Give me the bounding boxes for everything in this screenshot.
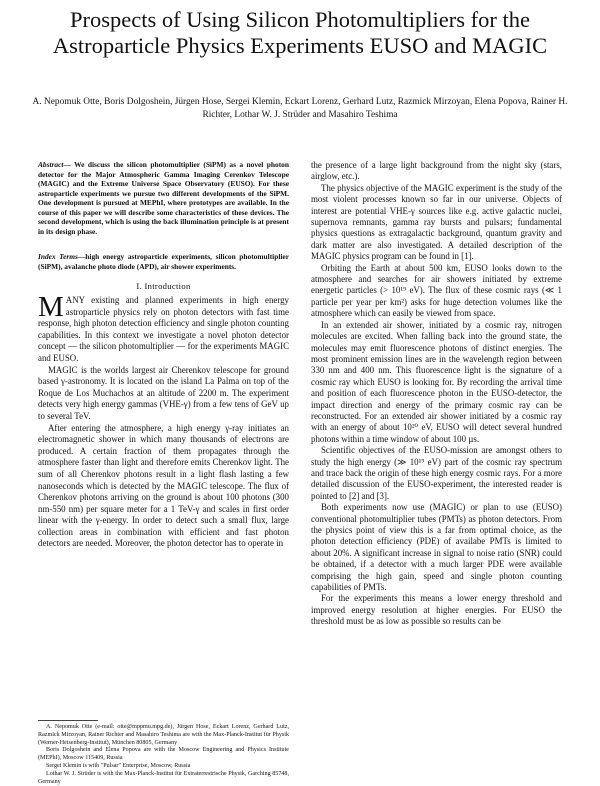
author-list: A. Nepomuk Otte, Boris Dolgoshein, Jürgen Hose, Sergei Klemin, Eckart Lorenz, Gerhard Lutz, Razmick Mirzoyan, Elena Popova, Rainer H. Richter, Lothar W. J. Strüder and Masahiro Teshima xyxy=(32,97,568,120)
paragraph: Both experiments now use (MAGIC) or plan to use (EUSO) conventional photomultiplier tubes (PMTs) as photon detectors. From the physics point of view this is a far from optimal choice, as the photon detection efficiency (PDE) of availabe PMTs is limited to about 20%. A significant increase in signal to noise ratio (SNR) could be obtained, if a detector with a much larger PDE were available comprising the high gain, speed and single photon counting capabilities of PMTs. xyxy=(311,502,562,593)
footnote: Lothar W. J. Strüder is with the Max-Planck-Institut für Extraterrestrische Physik, Garching 85748, Germany xyxy=(38,770,289,785)
paragraph: MAGIC is the worlds largest air Cherenkov telescope for ground based γ-astronomy. It is located on the island La Palma on top of the Roque de Los Muchachos at an altitude of 2200 m. The experiment detects very high energy gammas (VHE-γ) from a few tens of GeV up to several TeV. xyxy=(38,364,289,421)
paragraph: the presence of a large light background from the night sky (stars, airglow, etc.). xyxy=(311,160,562,182)
abstract xyxy=(38,160,289,236)
paragraph: For the experiments this means a lower energy threshold and improved energy resolution at higher energies. For EUSO the threshold must be as low as possible so results can be xyxy=(311,593,562,627)
index-terms-text: —high energy astroparticle experiments, silicon photomultiplier (SiPM), avalanche photo diode (APD), air shower experiments. xyxy=(38,252,289,271)
footnote-rule xyxy=(38,720,98,721)
abstract-text: — We discuss the silicon photomultiplier (SiPM) as a novel photon detector for the Major Atmospheric Gamma Imaging Cerenkov Telescope (MAGIC) and the Extreme Universe Space Observatory (EUSO). For these astroparticle experiments we pursue two different developments of the SiPM. One development is pursued at MEPhI, where prototypes are available. In the course of this paper we will describe some characteristics of these devices. The second development, which is using the back illumination principle is at present in its design phase. xyxy=(38,160,289,236)
paragraph: After entering the atmosphere, a high energy γ-ray initiates an electromagnetic shower in which many thousands of electrons are produced. A certain fraction of them propagates through the atmosphere faster than light and therefore emits Cherenkov light. The sum of all Cherenkov photons result in a light flash lasting a few nanoseconds which is detected by the MAGIC telescope. The flux of Cherenkov photons arriving on the ground is about 100 photons (300 nm-550 nm) per square meter for a 1 TeV-γ and scales in first order linear with the γ-energy. In order to detect such a small flux, large collection areas in combination with efficient and fast photon detectors are needed. Moreover, the photon detector has to operate in xyxy=(38,422,289,549)
paragraph: In an extended air shower, initiated by a cosmic ray, nitrogen molecules are excited. When falling back into the ground state, the molecules may emit fluorescence photons of distinct energies. The most prominent emission lines are in the wavelength region between 330 nm and 400 nm. This fluorescence light is the signature of a cosmic ray which EUSO is looking for. By recording the arrival time and position of each fluorescence photon in the EUSO-detector, the impact direction and energy of the primary cosmic ray can be reconstructed. For an extended air shower initiated by a cosmic ray with an energy of about 10²⁰ eV, EUSO will detect several hundred photons within a time window of about 100 µs. xyxy=(311,319,562,444)
paragraph: Orbiting the Earth at about 500 km, EUSO looks down to the atmosphere and searches for air showers initiated by extreme energetic particles (> 10¹⁹ eV). The flux of these cosmic rays (≪ 1 particle per year per km²) asks for huge detection volumes like the atmosphere which can easily be viewed from space. xyxy=(311,262,562,319)
footnote: Sergei Klemin is with "Pulsar" Enterprise, Moscow, Russia xyxy=(46,762,191,769)
paragraph-text: ANY existing and planned experiments in high energy astroparticle physics rely on photon detectors with fast time response, high photon detection efficiency and single photon counting capabilities. In this context we investigate a novel photon detector concept — the silicon photomultiplier — for the experiments MAGIC and EUSO. xyxy=(38,295,289,363)
section-heading: I. Introduction xyxy=(136,281,191,291)
paragraph: Scientific objectives of the EUSO-mission are amongst others to study the high energy (≫ 10¹⁹ eV) part of the cosmic ray spectrum and trace back the origin of these high energy cosmic rays. For a more detailed discussion of the EUSO-experiment, the interested reader is pointed to [2] and [3]. xyxy=(311,445,562,501)
paragraph xyxy=(38,291,289,365)
footnote: A. Nepomuk Otte (e-mail: otte@mppmu.mpg.de), Jürgen Hose, Eckart Lorenz, Gerhard Lutz, Razmick Mirzoyan, Rainer Richter and Masahiro Teshima are with the Max-Planck-Institut für Physik (Werner-Heisenberg-Institut), München 80805, Germany xyxy=(38,724,289,746)
drop-cap: M xyxy=(38,291,64,323)
index-terms-lead: Index Terms xyxy=(38,252,78,261)
paper-title: Prospects of Using Silicon Photomultipliers for the Astroparticle Physics Experiments EUSO and MAGIC xyxy=(52,7,548,58)
abstract-lead: Abstract xyxy=(38,160,64,169)
paragraph: The physics objective of the MAGIC experiment is the study of the most violent processes known so far in our universe. Objects of interest are potential VHE-γ sources like e.g. active galactic nuclei, supernova remnants, gamma ray bursts and pulsars; fundamental physics questions as extragalactic background, quantum gravity and dark matter are also investigated. A detailed description of the MAGIC physics program can be found in [1]. xyxy=(311,182,562,262)
footnote: Boris Dolgoshein and Elena Popova are with the Moscow Engineering and Physics Institute (MEPhI), Moscow 115409, Russia xyxy=(38,747,289,762)
index-terms xyxy=(38,252,289,271)
left-column-body xyxy=(38,291,289,550)
right-column-body xyxy=(311,160,562,628)
footnotes xyxy=(38,724,289,786)
